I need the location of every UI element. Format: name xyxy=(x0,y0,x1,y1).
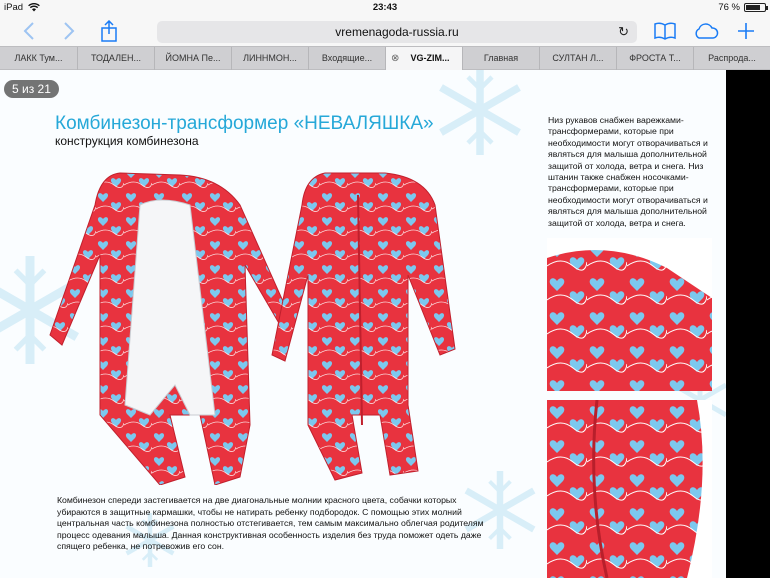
forward-icon[interactable] xyxy=(58,19,80,43)
tab-item[interactable]: ЛИННМОН... xyxy=(232,47,309,70)
jumpsuit-illustration xyxy=(40,165,540,485)
back-icon[interactable] xyxy=(18,19,40,43)
new-tab-icon[interactable] xyxy=(735,19,757,43)
tab-item[interactable]: ТОДАЛЕН... xyxy=(78,47,155,70)
reload-icon[interactable]: ↻ xyxy=(618,24,629,39)
page-title: Комбинезон-трансформер «НЕВАЛЯШКА» xyxy=(55,113,434,134)
share-icon[interactable] xyxy=(97,19,121,43)
page-viewport[interactable] xyxy=(0,70,770,578)
page-subtitle: конструкция комбинезона xyxy=(55,134,199,148)
construction-description: Комбинезон спереди застегивается на две диагональные молнии красного цвета, собачки которых убираются в защитные кармашки, чтобы не натирать ребенку подбородок. С помощью этих молний центральная часть комбинезона полностью отстегивается, тем самым максимально облегчая родителям процесс одевания малыша. Данная конструктивная особенность изделия без труда поможет одеть даже спящего ребенка, не потревожив его сон. xyxy=(57,495,484,552)
tab-item[interactable]: СУЛТАН Л... xyxy=(540,47,617,70)
mitten-photo xyxy=(547,238,712,391)
tab-item-active[interactable]: ⊗ VG-ZIM... xyxy=(386,47,463,70)
tab-item[interactable]: Входящие... xyxy=(309,47,386,70)
address-bar[interactable] xyxy=(157,21,637,43)
battery-icon xyxy=(744,3,766,12)
status-time: 23:43 xyxy=(372,2,398,13)
tab-item[interactable]: ФРОСТА Т... xyxy=(617,47,694,70)
close-tab-icon[interactable]: ⊗ xyxy=(391,53,400,64)
tab-strip xyxy=(0,46,770,70)
url-text: vremenagoda-russia.ru xyxy=(335,25,459,39)
sleeve-description: Низ рукавов снабжен варежками-трансформерами, которые при необходимости могут отворачиваться и являться для малыша дополнительной защитой от холода, ветра и снега. Низ штанин также снабжен носочками-трансформерами, которые при необходимости могут отворачиваться и являться для малыша дополнительной защитой от холода, ветра и снега. xyxy=(548,115,708,228)
tab-item[interactable]: ЛАКК Тум... xyxy=(0,47,78,70)
status-bar xyxy=(0,0,770,16)
tab-item[interactable]: Главная xyxy=(463,47,540,70)
battery-percent: 76 % xyxy=(718,2,740,13)
browser-toolbar xyxy=(0,16,770,46)
icloud-tabs-icon[interactable] xyxy=(691,19,721,43)
bookmarks-icon[interactable] xyxy=(652,19,678,43)
tab-item[interactable]: ЙОМНА Пе... xyxy=(155,47,232,70)
bootie-photo xyxy=(547,400,712,578)
device-name: iPad xyxy=(4,2,24,13)
tab-item[interactable]: Распрода... xyxy=(708,53,756,63)
page-counter: 5 из 21 xyxy=(4,80,59,98)
catalog-page xyxy=(0,70,726,578)
